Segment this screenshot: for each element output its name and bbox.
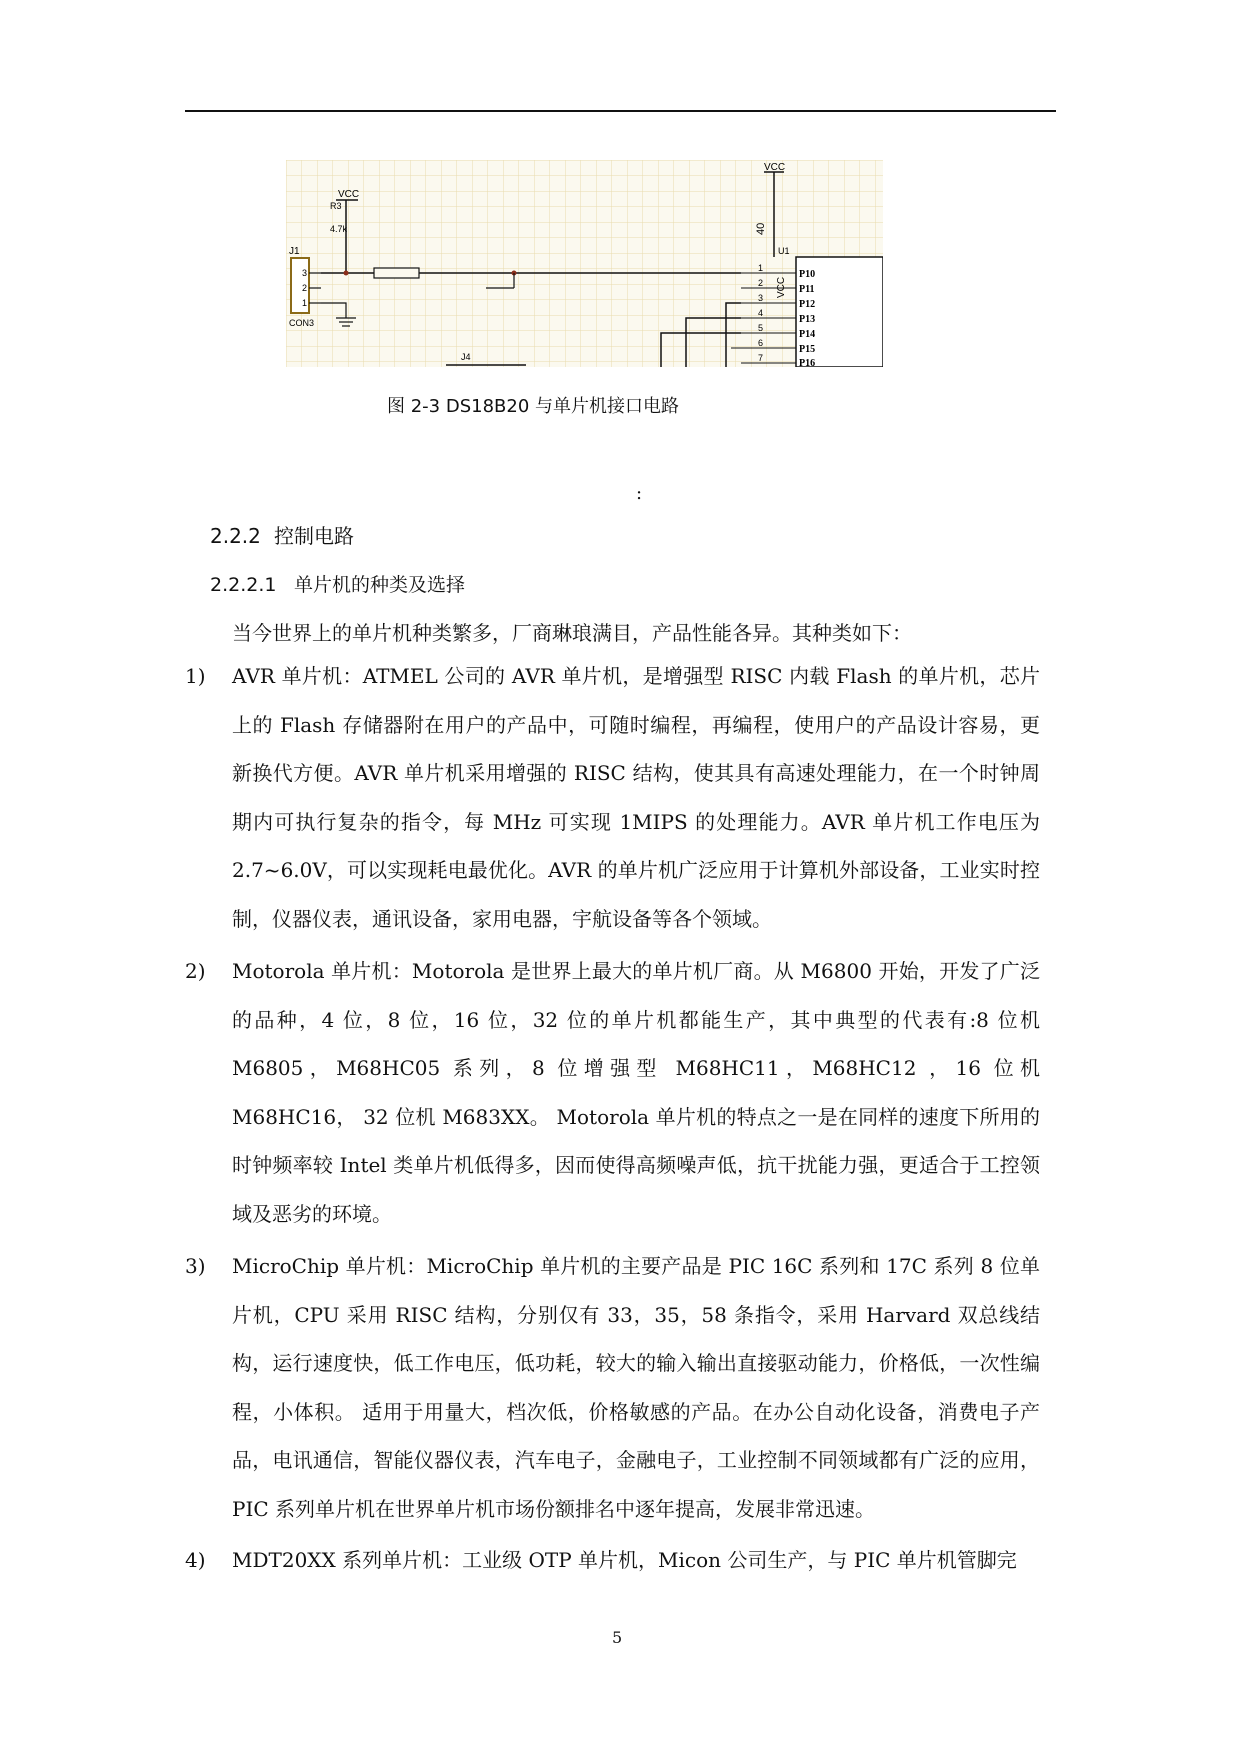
circuit-figure [286,160,883,367]
j1-pin-1: 1 [302,298,308,308]
list-marker: 2) [185,959,206,983]
pin40-label: 40 [755,222,767,235]
pin-num-6: 6 [758,338,764,348]
vcc-top-label: VCC [764,162,786,173]
intro-paragraph: 当今世界上的单片机种类繁多，厂商琳琅满目，产品性能各异。其种类如下： [232,621,912,645]
u1-label: U1 [778,246,790,256]
r3-label: R3 [330,201,342,211]
pin-num-2: 2 [758,278,764,288]
header-rule [185,110,1056,112]
subsection-number: 2.2.2.1 [210,574,277,596]
j1-pin-3: 3 [302,268,308,278]
pin-num-4: 4 [758,308,764,318]
pin-num-5: 5 [758,323,764,333]
subsection-title: 单片机的种类及选择 [294,574,466,596]
vcc-vertical-label: VCC [776,276,787,298]
j1-label: J1 [289,246,300,257]
figure-caption: 图 2-3 DS18B20 与单片机接口电路 [387,396,680,417]
pin-name-p15: P15 [799,344,816,355]
r3-value-label: 4.7k [330,224,348,234]
subsection-heading [210,570,465,597]
pin-name-p12: P12 [799,299,816,310]
pin-name-p11: P11 [799,284,815,295]
j1-pin-2: 2 [302,283,308,293]
pin-name-p14: P14 [799,329,816,340]
list-item-text: AVR 单片机：ATMEL 公司的 AVR 单片机，是增强型 RISC 内载 Flash 的单片机，芯片上的 Flash 存储器附在用户的产品中，可随时编程，再编程，使用户的产品设计容易，更新换代方便。AVR 单片机采用增强的 RISC 结构，使其具有高速处理能力，在一个时钟周期内可执行复杂的指令，每 MHz 可实现 1MIPS 的处理能力。AVR 单片机工作电压为 2.7~6.0V，可以实现耗电最优化。AVR 的单片机广泛应用于计算机外部设备，工业实时控制，仪器仪表，通讯设备，家用电器，宇航设备等各个领域。 [232,664,1040,931]
section-number: 2.2.2 [210,524,261,548]
list-item-text: MicroChip 单片机：MicroChip 单片机的主要产品是 PIC 16C 系列和 17C 系列 8 位单片机，CPU 采用 RISC 结构，分别仅有 33，35，58 条指令，采用 Harvard 双总线结构，运行速度快，低工作电压，低功耗，较大的输入输出直接驱动能力，价格低，一次性编程，小体积。 适用于用量大，档次低，价格敏感的产品。在办公自动化设备，消费电子产品，电讯通信，智能仪器仪表，汽车电子，金融电子，工业控制不同领域都有广泛的应用，PIC 系列单片机在世界单片机市场份额排名中逐年提高，发展非常迅速。 [232,1254,1040,1521]
pin-num-3: 3 [758,293,764,303]
page-number: 5 [612,1628,623,1647]
section-heading [210,520,354,549]
list-marker: 3) [185,1254,206,1278]
list-marker: 4) [185,1548,206,1572]
resistor [374,268,419,278]
pin-num-7: 7 [758,353,764,363]
list-item-text: Motorola 单片机：Motorola 是世界上最大的单片机厂商。从 M6800 开始，开发了广泛的品种，4 位，8 位，16 位，32 位的单片机都能生产，其中典型的代表有:8 位机 M6805，M68HC05 系列，8 位增强型 M68HC11，M68HC12 ，16 位机 M68HC16， 32 位机 M683XX。 Motorola 单片机的特点之一是在同样的速度下所用的时钟频率较 Intel 类单片机低得多，因而使得高频噪声低，抗干扰能力强，更适合于工控领域及恶劣的环境。 [232,959,1040,1226]
pin-name-p10: P10 [799,269,816,280]
vcc-left-label: VCC [338,189,360,200]
list-item-text: MDT20XX 系列单片机：工业级 OTP 单片机，Micon 公司生产，与 PIC 单片机管脚完 [232,1548,1017,1572]
separator-mark: : [636,483,643,504]
con3-label: CON3 [289,318,315,328]
list-marker: 1) [185,664,206,688]
pin-num-1: 1 [758,263,764,273]
pin-name-p16: P16 [799,358,816,367]
section-title: 控制电路 [274,524,354,548]
pin-name-p13: P13 [799,314,816,325]
j4-label: J4 [461,352,471,362]
